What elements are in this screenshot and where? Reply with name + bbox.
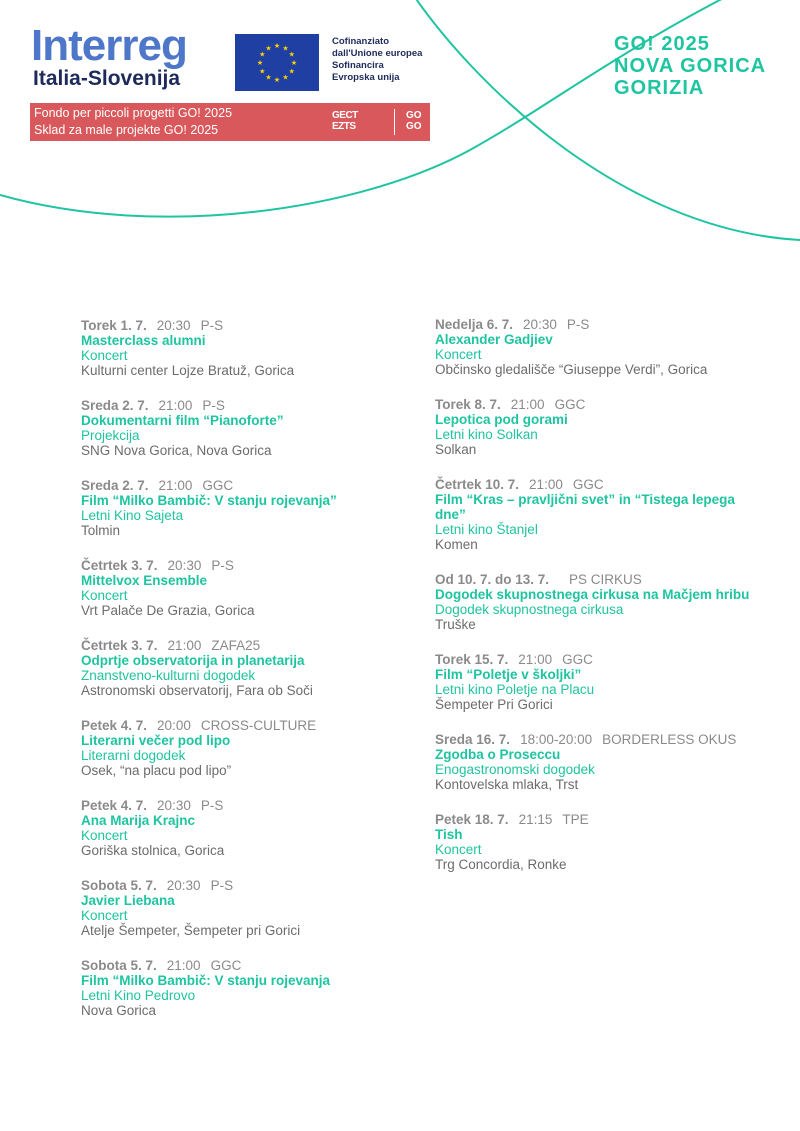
event-organizer: P-S (200, 798, 224, 813)
event-date: Četrtek 3. 7. (81, 638, 158, 653)
event-venue: Kulturni center Lojze Bratuž, Gorica (81, 363, 295, 378)
eu-cofinancing-text: Cofinanziato dall'Unione europea Sofinancira Evropska unija (332, 36, 423, 83)
svg-text:★: ★ (290, 60, 298, 67)
event-date: Sreda 16. 7. (435, 732, 511, 747)
svg-text:★: ★ (273, 77, 281, 84)
gect-logo: GECT EZTS (332, 110, 358, 132)
event-date: Torek 15. 7. (435, 652, 509, 667)
event-meta (435, 732, 765, 747)
event-item (81, 318, 411, 378)
events-column-right (435, 317, 765, 892)
event-venue: Šempeter Pri Gorici (435, 697, 553, 712)
event-venue: Tolmin (81, 523, 121, 538)
event-item (81, 718, 411, 778)
event-title: Odprtje observatorija in planetarija (81, 653, 305, 668)
event-date: Nedelja 6. 7. (435, 317, 514, 332)
event-date: Sobota 5. 7. (81, 958, 157, 973)
svg-text:★: ★ (259, 51, 266, 59)
event-meta (81, 958, 411, 973)
event-item (81, 478, 411, 538)
event-type: Koncert (435, 347, 482, 362)
event-type: Koncert (81, 348, 128, 363)
event-time: 21:00 (158, 398, 193, 413)
event-title: Film “Milko Bambič: V stanju rojevanja (81, 973, 331, 988)
event-item (81, 638, 411, 698)
event-organizer: P-S (566, 317, 590, 332)
fund-banner: Fondo per piccoli progetti GO! 2025 Sklad za male projekte GO! 2025 GECT EZTS GO GO (30, 103, 430, 141)
event-meta (435, 317, 765, 332)
event-venue: Astronomski observatorij, Fara ob Soči (81, 683, 313, 698)
event-meta (81, 318, 411, 333)
event-organizer: P-S (200, 318, 224, 333)
event-type: Projekcija (81, 428, 140, 443)
svg-text:★: ★ (259, 68, 266, 76)
event-item (435, 572, 765, 632)
svg-text:★: ★ (273, 43, 281, 50)
event-item (435, 732, 765, 792)
event-time: 21:15 (518, 812, 553, 827)
event-title: Film “Milko Bambič: V stanju rojevanja” (81, 493, 337, 508)
event-organizer: P-S (202, 398, 225, 413)
event-time: 18:00-20:00 (520, 732, 593, 747)
event-type: Koncert (81, 828, 128, 843)
event-organizer: P-S (211, 558, 234, 573)
event-meta (435, 812, 765, 827)
event-title: Tish (435, 827, 463, 842)
event-title: Zgodba o Proseccu (435, 747, 561, 762)
events-column-left (81, 318, 411, 1038)
event-item (81, 798, 411, 858)
event-time: 21:00 (518, 652, 553, 667)
event-organizer: ZAFA25 (211, 638, 261, 653)
event-venue: Solkan (435, 442, 477, 457)
event-type: Letni kino Solkan (435, 427, 538, 442)
event-venue: Komen (435, 537, 478, 552)
event-type: Dogodek skupnostnega cirkusa (435, 602, 624, 617)
event-date: Torek 1. 7. (81, 318, 147, 333)
event-date: Četrtek 3. 7. (81, 558, 158, 573)
svg-text:★: ★ (265, 74, 272, 82)
event-meta (81, 558, 411, 573)
event-type: Znanstveno-kulturni dogodek (81, 668, 256, 683)
event-item (81, 958, 411, 1018)
event-venue: Truške (435, 617, 476, 632)
event-time: 20:30 (523, 317, 557, 332)
event-item (435, 477, 765, 552)
event-venue: Vrt Palače De Grazia, Gorica (81, 603, 255, 618)
event-venue: Kontovelska mlaka, Trst (435, 777, 579, 792)
event-venue: Občinsko gledališče “Giuseppe Verdi”, Gorica (435, 362, 708, 377)
event-meta (435, 652, 765, 667)
event-date: Petek 18. 7. (435, 812, 509, 827)
event-title: Dokumentarni film “Pianoforte” (81, 413, 284, 428)
event-organizer: GGC (572, 477, 604, 492)
event-item (435, 652, 765, 712)
event-meta (435, 572, 765, 587)
event-meta (81, 798, 411, 813)
event-time: 21:00 (529, 477, 563, 492)
event-meta (435, 477, 765, 492)
event-date: Petek 4. 7. (81, 798, 148, 813)
event-organizer: GGC (210, 958, 242, 973)
event-time: 21:00 (510, 397, 545, 412)
event-time: 20:30 (156, 318, 191, 333)
event-venue: Goriška stolnica, Gorica (81, 843, 225, 858)
event-title: Javier Liebana (81, 893, 175, 908)
event-date: Četrtek 10. 7. (435, 477, 520, 492)
event-date: Od 10. 7. do 13. 7. (435, 572, 550, 587)
event-time: 21:00 (166, 958, 201, 973)
event-organizer: CROSS-CULTURE (200, 718, 317, 733)
go2025-logo: GO! 2025 NOVA GORICA GORIZIA (614, 33, 767, 99)
event-time: 20:30 (167, 558, 202, 573)
event-type: Letni Kino Pedrovo (81, 988, 196, 1003)
event-meta (81, 638, 411, 653)
event-date: Sreda 2. 7. (81, 398, 149, 413)
event-time: 21:00 (158, 478, 193, 493)
event-title: Literarni večer pod lipo (81, 733, 231, 748)
event-title: Mittelvox Ensemble (81, 573, 208, 588)
event-type: Koncert (81, 908, 128, 923)
event-type: Koncert (435, 842, 482, 857)
svg-text:★: ★ (265, 45, 272, 53)
interreg-logo: Interreg (31, 21, 187, 70)
event-type: Letni Kino Sajeta (81, 508, 184, 523)
event-item (81, 878, 411, 938)
region-name: Italia-Slovenija (33, 67, 181, 90)
event-meta (81, 398, 411, 413)
event-item (435, 317, 765, 377)
event-venue: SNG Nova Gorica, Nova Gorica (81, 443, 272, 458)
event-meta (435, 397, 765, 412)
event-type: Letni kino Štanjel (435, 522, 538, 537)
svg-text:★: ★ (282, 74, 289, 82)
event-time: 20:30 (157, 798, 191, 813)
event-item (435, 812, 765, 872)
event-venue: Osek, “na placu pod lipo” (81, 763, 232, 778)
event-organizer: GGC (562, 652, 593, 667)
event-title: Masterclass alumni (81, 333, 206, 348)
event-title: Film “Poletje v školjki” (435, 667, 582, 682)
event-type: Koncert (81, 588, 128, 603)
event-item (81, 398, 411, 458)
event-type: Enogastronomski dogodek (435, 762, 595, 777)
event-time: 20:30 (166, 878, 201, 893)
go-go-logo: GO GO (406, 110, 422, 132)
event-title: Film “Kras – pravljični svet” in “Tistega lepega dne” (435, 492, 735, 522)
event-organizer: GGC (202, 478, 234, 493)
event-venue: Atelje Šempeter, Šempeter pri Gorici (81, 923, 301, 938)
svg-text:★: ★ (288, 51, 295, 59)
event-venue: Trg Concordia, Ronke (435, 857, 567, 872)
event-organizer: GGC (554, 397, 586, 412)
svg-text:★: ★ (256, 60, 264, 67)
event-date: Petek 4. 7. (81, 718, 148, 733)
event-meta (81, 878, 411, 893)
event-meta (81, 478, 411, 493)
eu-flag-icon (235, 34, 319, 91)
event-organizer: PS CIRKUS (569, 572, 642, 587)
event-date: Sreda 2. 7. (81, 478, 149, 493)
svg-text:★: ★ (288, 68, 295, 76)
event-time: 21:00 (167, 638, 202, 653)
event-title: Ana Marija Krajnc (81, 813, 196, 828)
event-item (81, 558, 411, 618)
event-venue: Nova Gorica (81, 1003, 157, 1018)
event-item (435, 397, 765, 457)
event-organizer: BORDERLESS OKUS (602, 732, 737, 747)
event-date: Sobota 5. 7. (81, 878, 157, 893)
event-date: Torek 8. 7. (435, 397, 501, 412)
event-title: Alexander Gadjiev (435, 332, 553, 347)
event-time: 20:00 (157, 718, 191, 733)
event-title: Dogodek skupnostnega cirkusa na Mačjem hribu (435, 587, 750, 602)
event-organizer: P-S (210, 878, 234, 893)
event-type: Literarni dogodek (81, 748, 186, 763)
svg-text:★: ★ (282, 45, 289, 53)
event-title: Lepotica pod gorami (435, 412, 568, 427)
event-type: Letni kino Poletje na Placu (435, 682, 595, 697)
event-meta (81, 718, 411, 733)
event-organizer: TPE (562, 812, 589, 827)
